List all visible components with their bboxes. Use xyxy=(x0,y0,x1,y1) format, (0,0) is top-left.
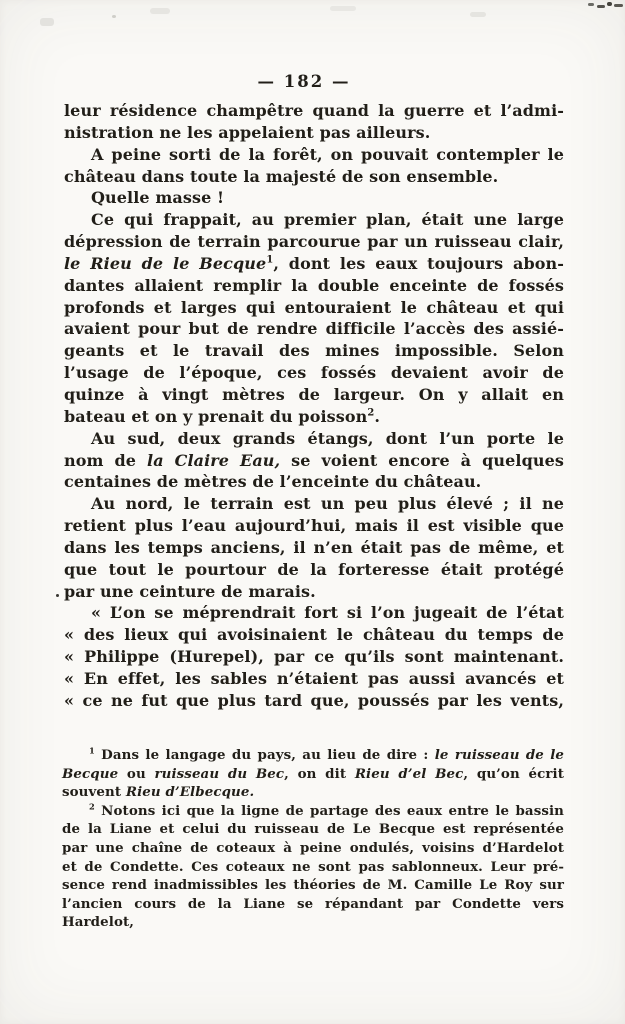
text-segment: , on dit xyxy=(284,765,355,782)
text-segment: l’ancien cours de la Liane se répandant par Condette vers xyxy=(62,895,564,912)
text-line xyxy=(64,559,564,581)
text-line xyxy=(64,122,564,144)
text-segment: l’usage de l’époque, ces fossés devaient avoir de xyxy=(64,363,564,383)
text-segment: « L’on se méprendrait fort si l’on jugeait de l’état xyxy=(91,603,564,623)
text-segment: se voient encore à quelques xyxy=(280,450,564,470)
scan-artifact xyxy=(40,18,54,26)
text-segment: « Philippe (Hurepel), par ce qu’ils sont maintenant. xyxy=(64,647,564,667)
text-segment: par une ceinture de marais. xyxy=(64,581,316,601)
italic-text: ruisseau du Bec xyxy=(154,765,285,782)
text-line xyxy=(64,493,564,515)
text-line xyxy=(64,384,564,406)
text-line xyxy=(64,537,564,559)
text-line xyxy=(62,895,564,914)
text-line xyxy=(64,471,564,493)
text-line xyxy=(64,406,564,428)
footnote-marker: 2 xyxy=(89,801,95,812)
text-segment: « ce ne fut que plus tard que, poussés par les vents, xyxy=(64,690,564,710)
scan-artifact xyxy=(470,12,486,17)
text-line xyxy=(64,450,564,472)
text-segment: de la Liane et celui du ruisseau de Le Becque est représentée xyxy=(62,821,564,838)
text-segment: A peine sorti de la forêt, on pouvait contempler le xyxy=(91,144,564,164)
text-segment: « des lieux qui avoisinaient le château du temps de xyxy=(64,625,564,645)
text-segment: sence rend inadmissibles les théories de M. Camille Le Roy sur xyxy=(62,877,564,894)
text-segment: bateau et on y prenait du poisson xyxy=(64,406,368,426)
text-line xyxy=(62,913,564,932)
text-line xyxy=(62,858,564,877)
text-line xyxy=(62,765,564,784)
text-segment: dantes allaient remplir la double enceinte de fossés xyxy=(64,275,564,295)
italic-text: Rieu d’el Bec xyxy=(354,765,464,782)
text-line xyxy=(64,581,564,603)
italic-text: le ruisseau de le xyxy=(434,747,564,763)
text-segment: Au nord, le terrain est un peu plus élevé ; il ne xyxy=(91,494,564,514)
text-line xyxy=(64,624,564,646)
text-segment: que tout le pourtour de la forteresse était protégé xyxy=(64,559,564,579)
text-line xyxy=(62,783,564,802)
scan-artifact xyxy=(614,4,623,7)
italic-text: Becque xyxy=(62,765,119,782)
text-segment: avaient pour but de rendre difficile l’accès des assié- xyxy=(64,319,564,339)
text-line xyxy=(64,187,564,209)
scan-artifact xyxy=(607,2,612,6)
text-segment: Hardelot, xyxy=(62,914,135,931)
text-line xyxy=(64,297,564,319)
scan-artifact xyxy=(150,8,170,14)
text-line xyxy=(64,668,564,690)
text-line xyxy=(62,820,564,839)
text-segment: profonds et larges qui entouraient le château et qui xyxy=(64,297,564,317)
text-segment: Ce qui frappait, au premier plan, était une large xyxy=(91,210,564,230)
text-segment: leur résidence champêtre quand la guerre et l’admi- xyxy=(64,101,564,120)
text-segment: et de Condette. Ces coteaux ne sont pas sablonneux. Leur pré- xyxy=(62,858,564,875)
text-line xyxy=(62,876,564,895)
text-line xyxy=(62,802,564,821)
italic-text: la Claire Eau, xyxy=(147,450,281,470)
text-segment: centaines de mètres de l’enceinte du château. xyxy=(64,472,482,492)
text-segment: par une chaîne de coteaux à peine ondulés, voisins d’Hardelot xyxy=(62,839,564,856)
italic-text: le Rieu de le Becque xyxy=(64,253,267,273)
text-line xyxy=(64,602,564,624)
text-line xyxy=(64,318,564,340)
text-segment: Notons ici que la ligne de partage des eaux entre le bassin xyxy=(94,802,564,819)
text-segment: château dans toute la majesté de son ensemble. xyxy=(64,166,499,186)
text-line xyxy=(64,100,564,122)
text-line xyxy=(64,166,564,188)
text-segment: ou xyxy=(118,765,155,782)
text-segment: . xyxy=(374,406,381,426)
text-segment: nom de xyxy=(64,450,148,470)
text-segment: souvent xyxy=(62,784,126,801)
text-segment: Dans le langage du pays, au lieu de dire : xyxy=(94,747,435,763)
text-segment: , dont les eaux toujours abon- xyxy=(273,253,565,273)
scan-artifact xyxy=(588,3,594,6)
text-segment: , qu’on écrit xyxy=(463,765,564,782)
text-segment: quinze à vingt mètres de largeur. On y allait en xyxy=(64,384,564,404)
text-segment: dans les temps anciens, il n’en était pas de même, et xyxy=(64,537,564,557)
text-segment: Au sud, deux grands étangs, dont l’un porte le xyxy=(91,428,564,448)
text-segment: retient plus l’eau aujourd’hui, mais il est visible que xyxy=(64,516,564,536)
text-line xyxy=(64,646,564,668)
text-line xyxy=(64,253,564,275)
text-line xyxy=(64,428,564,450)
text-segment: Quelle masse ! xyxy=(91,188,225,208)
body-text xyxy=(64,100,564,712)
italic-text: Rieu d’Elbecque. xyxy=(125,784,255,801)
text-line xyxy=(64,340,564,362)
text-line xyxy=(64,144,564,166)
text-line xyxy=(62,746,564,765)
footnote-marker: 2 xyxy=(367,407,375,419)
text-line xyxy=(64,362,564,384)
text-line xyxy=(64,231,564,253)
text-line xyxy=(62,839,564,858)
footnote-marker: 1 xyxy=(89,745,95,756)
text-line xyxy=(64,515,564,537)
text-line xyxy=(64,209,564,231)
page-number: — 182 — xyxy=(257,72,351,91)
text-segment: dépression de terrain parcourue par un ruisseau clair, xyxy=(64,232,564,252)
text-segment: « En effet, les sables n’étaient pas aussi avancés et xyxy=(64,668,564,688)
scan-artifact xyxy=(597,5,605,8)
scan-artifact xyxy=(56,594,59,597)
scan-artifact xyxy=(112,15,116,18)
text-line xyxy=(64,690,564,712)
scan-artifact xyxy=(330,6,356,11)
text-segment: nistration ne les appelaient pas ailleurs. xyxy=(64,122,431,142)
text-segment: geants et le travail des mines impossible. Selon xyxy=(64,341,564,361)
text-line xyxy=(64,275,564,297)
footnotes xyxy=(62,746,564,932)
footnote-marker: 1 xyxy=(266,254,274,266)
